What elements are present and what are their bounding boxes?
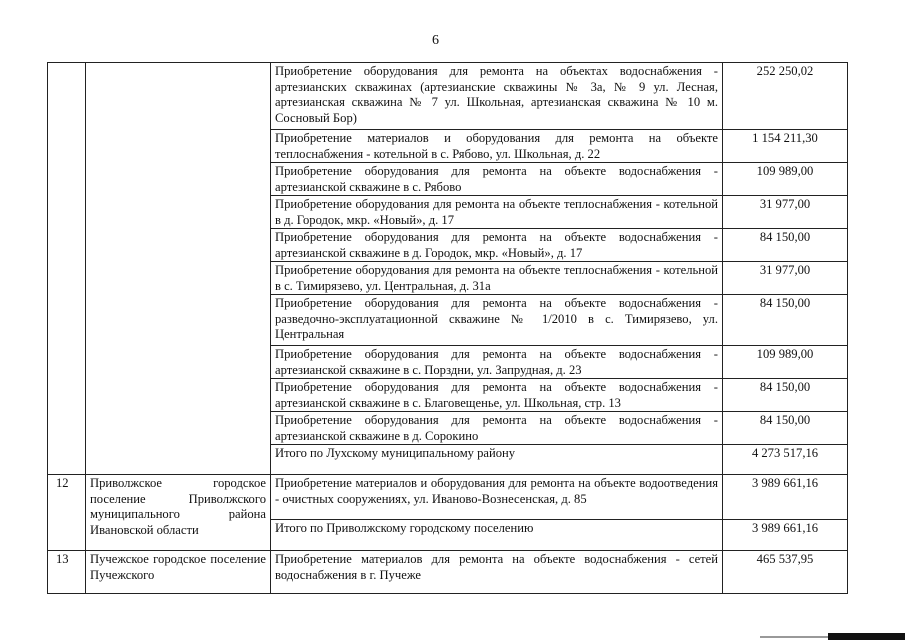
municipality-name: Приволжское городское поселение Приволжского муниципального района Ивановской области xyxy=(86,475,271,551)
table-row xyxy=(48,475,848,520)
amount-cell: 109 989,00 xyxy=(723,346,848,379)
municipality-cell xyxy=(86,63,271,475)
description-cell: Приобретение оборудования для ремонта на объекте водоснабжения - артезианской скважине в д. Городок, мкр. «Новый», д. 17 xyxy=(271,229,723,262)
description-cell: Приобретение оборудования для ремонта на объекте водоснабжения - артезианской скважине в д. Сорокино xyxy=(271,412,723,445)
amount-cell: 31 977,00 xyxy=(723,262,848,295)
subtotal-amount: 4 273 517,16 xyxy=(723,445,848,475)
description-cell: Приобретение материалов и оборудования для ремонта на объекте водоотведения - очистных сооружениях, ул. Иваново-Вознесенская, д. 85 xyxy=(271,475,723,520)
subtotal-amount: 3 989 661,16 xyxy=(723,520,848,551)
scan-artifact xyxy=(828,633,905,640)
amount-cell: 84 150,00 xyxy=(723,379,848,412)
subtotal-label: Итого по Лухскому муниципальному району xyxy=(271,445,723,475)
page-number: 6 xyxy=(432,33,439,48)
description-cell: Приобретение оборудования для ремонта на объекте теплоснабжения - котельной в д. Городок, мкр. «Новый», д. 17 xyxy=(271,196,723,229)
amount-cell: 252 250,02 xyxy=(723,63,848,130)
description-cell: Приобретение оборудования для ремонта на объекте теплоснабжения - котельной в с. Тимирязево, ул. Центральная, д. 31а xyxy=(271,262,723,295)
row-number: 13 xyxy=(48,551,86,594)
amount-cell: 31 977,00 xyxy=(723,196,848,229)
description-cell: Приобретение оборудования для ремонта на объектах водоснабжения - артезианских скважинах (артезианские скважины № 3а, № 9 ул. Лесная, артезианская скважина № 7 ул. Школьная, артезианская скважина № 10 м. Сосновый Бор) xyxy=(271,63,723,130)
description-cell: Приобретение оборудования для ремонта на объекте водоснабжения - разведочно-эксплуатационной скважине № 1/2010 в с. Тимирязево, ул. Центральная xyxy=(271,295,723,346)
row-number: 12 xyxy=(48,475,86,551)
amount-cell: 3 989 661,16 xyxy=(723,475,848,520)
table-row xyxy=(48,551,848,594)
amount-cell: 465 537,95 xyxy=(723,551,848,594)
row-number-cell xyxy=(48,63,86,475)
description-cell: Приобретение оборудования для ремонта на объекте водоснабжения - артезианской скважине в с. Рябово xyxy=(271,163,723,196)
municipality-name: Пучежское городское поселение Пучежского xyxy=(86,551,271,594)
amount-cell: 84 150,00 xyxy=(723,412,848,445)
amount-cell: 1 154 211,30 xyxy=(723,130,848,163)
description-cell: Приобретение материалов и оборудования для ремонта на объекте теплоснабжения - котельной в с. Рябово, ул. Школьная, д. 22 xyxy=(271,130,723,163)
description-cell: Приобретение оборудования для ремонта на объекте водоснабжения - артезианской скважине в с. Благовещенье, ул. Школьная, стр. 13 xyxy=(271,379,723,412)
subtotal-label: Итого по Приволжскому городскому поселению xyxy=(271,520,723,551)
scan-artifact xyxy=(760,636,828,638)
description-cell: Приобретение материалов для ремонта на объекте водоснабжения - сетей водоснабжения в г. Пучеже xyxy=(271,551,723,594)
amount-cell: 84 150,00 xyxy=(723,295,848,346)
table-row xyxy=(48,63,848,130)
funding-table xyxy=(47,62,848,594)
amount-cell: 84 150,00 xyxy=(723,229,848,262)
description-cell: Приобретение оборудования для ремонта на объекте водоснабжения - артезианской скважине в с. Порздни, ул. Запрудная, д. 23 xyxy=(271,346,723,379)
amount-cell: 109 989,00 xyxy=(723,163,848,196)
